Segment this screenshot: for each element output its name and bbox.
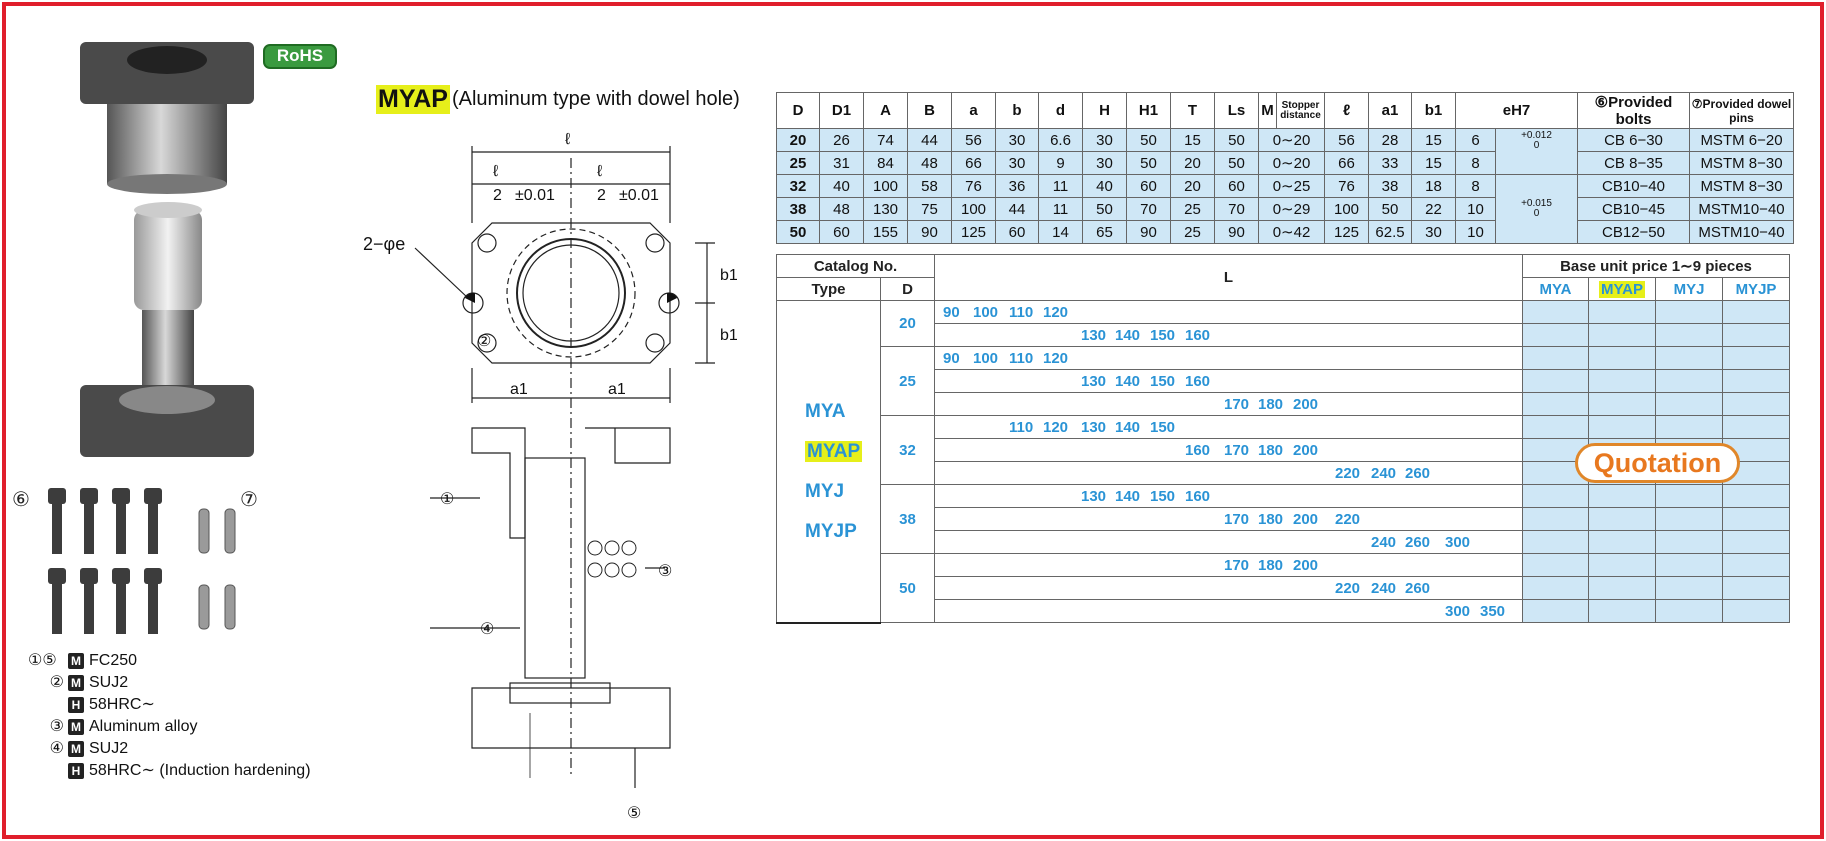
price-cell xyxy=(1523,393,1589,416)
l-value: 110 xyxy=(1009,419,1034,436)
price-cell xyxy=(1656,324,1723,347)
price-cell xyxy=(1589,393,1656,416)
price-cell xyxy=(1523,347,1589,370)
l-value: 220 xyxy=(1335,465,1361,482)
price-cell xyxy=(1656,577,1723,600)
price-cell xyxy=(1656,416,1723,439)
l-value: 110 xyxy=(1009,304,1034,321)
price-cell xyxy=(1656,301,1723,324)
l-value: 240 xyxy=(1371,465,1397,482)
price-cell xyxy=(1656,347,1723,370)
l-value: 260 xyxy=(1405,465,1431,482)
type-myj: MYJ xyxy=(805,481,845,502)
price-cell xyxy=(1523,577,1589,600)
a1-right: a1 xyxy=(608,381,626,398)
l-value: 170 xyxy=(1224,557,1250,574)
product-code: MYAP xyxy=(378,84,448,113)
d-cell: 20 xyxy=(881,301,935,347)
l-values-cell xyxy=(935,508,1523,531)
price-table xyxy=(776,254,1790,624)
l-value: 160 xyxy=(1185,488,1211,505)
price-cell xyxy=(1656,370,1723,393)
callout-5: ⑤ xyxy=(627,805,642,822)
l-value: 200 xyxy=(1293,442,1319,459)
product-photo xyxy=(60,30,380,470)
l-value: 140 xyxy=(1115,373,1141,390)
price-cell xyxy=(1656,531,1723,554)
l-value: 160 xyxy=(1185,327,1211,344)
l-value: 120 xyxy=(1043,419,1069,436)
price-cell xyxy=(1656,393,1723,416)
spec-row: 20 26 74 44 56 30 6.6 30 50 15 50 0∼20 56 28 15 6 +0.012 0 CB 6−30 MSTM 6−20 xyxy=(777,129,1794,152)
price-row xyxy=(777,416,1790,439)
price-cell xyxy=(1589,416,1656,439)
b1-top: b1 xyxy=(720,267,738,284)
price-cell xyxy=(1523,370,1589,393)
material-row: ④ M SUJ2 xyxy=(49,740,129,757)
half-l-left: ℓ xyxy=(493,163,499,180)
price-cell xyxy=(1589,531,1656,554)
dim-l: ℓ xyxy=(565,131,571,148)
l-value: 130 xyxy=(1081,373,1107,390)
material-row: ③ M Aluminum alloy xyxy=(49,718,198,735)
l-value: 140 xyxy=(1115,327,1141,344)
price-row xyxy=(777,301,1790,324)
d-cell: 32 xyxy=(881,416,935,485)
tolerance-2: +0.015 0 xyxy=(1496,175,1578,244)
price-cell xyxy=(1723,393,1790,416)
callout-1: ① xyxy=(440,491,455,508)
price-cell xyxy=(1589,301,1656,324)
l-values-cell xyxy=(935,439,1523,462)
price-cell xyxy=(1589,370,1656,393)
price-cell xyxy=(1723,416,1790,439)
l-value: 220 xyxy=(1335,511,1361,528)
l-value: 100 xyxy=(973,304,999,321)
price-cell xyxy=(1589,577,1656,600)
price-cell xyxy=(1523,508,1589,531)
spec-row: 25 31 84 48 66 30 9 30 50 20 50 0∼20 66 33 15 8 CB 8−35 MSTM 8−30 xyxy=(777,152,1794,175)
l-values-cell xyxy=(935,393,1523,416)
l-value: 150 xyxy=(1150,488,1176,505)
l-value: 130 xyxy=(1081,327,1107,344)
l-values-cell xyxy=(935,600,1523,623)
price-cell xyxy=(1723,531,1790,554)
l-value: 140 xyxy=(1115,419,1141,436)
l-value: 350 xyxy=(1480,603,1506,620)
l-value: 150 xyxy=(1150,373,1176,390)
material-row: ①⑤ M FC250 xyxy=(28,652,138,669)
technical-drawing xyxy=(355,118,775,838)
price-cell xyxy=(1523,554,1589,577)
d-cell: 38 xyxy=(881,485,935,554)
col-myap: MYAP xyxy=(1589,278,1656,301)
price-cell xyxy=(1656,554,1723,577)
material-row: ② M SUJ2 xyxy=(49,674,129,691)
l-values-cell xyxy=(935,462,1523,485)
l-value: 170 xyxy=(1224,442,1250,459)
l-values-cell xyxy=(935,347,1523,370)
product-title xyxy=(376,82,740,116)
price-cell xyxy=(1523,324,1589,347)
l-values-cell xyxy=(935,554,1523,577)
material-row: H 58HRC∼ (Induction hardening) xyxy=(28,760,311,782)
product-subtitle: (Aluminum type with dowel hole) xyxy=(451,87,740,110)
l-value: 160 xyxy=(1185,373,1211,390)
price-cell xyxy=(1523,301,1589,324)
l-values-cell xyxy=(935,485,1523,508)
type-myap: MYAP xyxy=(807,441,861,462)
material-row: H 58HRC∼ xyxy=(28,694,311,716)
l-value: 240 xyxy=(1371,580,1397,597)
l-value: 240 xyxy=(1371,534,1397,551)
half-l-left-tol: ±0.01 xyxy=(515,187,555,204)
l-value: 220 xyxy=(1335,580,1361,597)
price-cell xyxy=(1723,347,1790,370)
price-cell xyxy=(1589,554,1656,577)
material-list xyxy=(28,650,311,782)
col-myjp: MYJP xyxy=(1723,278,1790,301)
price-cell xyxy=(1589,508,1656,531)
pins-callout: ⑦ xyxy=(240,489,258,511)
price-cell xyxy=(1523,485,1589,508)
l-value: 180 xyxy=(1258,511,1284,528)
quotation-badge[interactable]: Quotation xyxy=(1575,443,1740,483)
price-cell xyxy=(1723,577,1790,600)
price-cell xyxy=(1589,347,1656,370)
a1-left: a1 xyxy=(510,381,528,398)
l-value: 140 xyxy=(1115,488,1141,505)
price-cell xyxy=(1523,416,1589,439)
l-values-cell xyxy=(935,324,1523,347)
l-value: 170 xyxy=(1224,511,1250,528)
half-l-right-den: 2 xyxy=(597,187,606,204)
l-value: 110 xyxy=(1009,350,1034,367)
callout-2: ② xyxy=(477,333,492,350)
l-value: 120 xyxy=(1043,350,1069,367)
price-cell xyxy=(1523,531,1589,554)
l-values-cell xyxy=(935,416,1523,439)
l-value: 90 xyxy=(943,304,960,321)
spec-row: 38 48 130 75 100 44 11 50 70 25 70 0∼29 100 50 22 10 CB10−45 MSTM10−40 xyxy=(777,198,1794,221)
l-value: 180 xyxy=(1258,557,1284,574)
price-cell xyxy=(1723,370,1790,393)
l-value: 200 xyxy=(1293,511,1319,528)
l-value: 180 xyxy=(1258,396,1284,413)
price-cell xyxy=(1523,600,1589,623)
price-cell xyxy=(1723,324,1790,347)
price-cell xyxy=(1656,600,1723,623)
rohs-badge: RoHS xyxy=(263,44,337,69)
price-cell xyxy=(1589,600,1656,623)
l-value: 170 xyxy=(1224,396,1250,413)
price-cell xyxy=(1723,485,1790,508)
spec-header-row: D D1 A B a b d H H1 T Ls M Stopper distance ℓ a1 b1 eH7 ⑥Provided bolts ⑦Provided dowel pins xyxy=(777,93,1794,129)
l-value: 260 xyxy=(1405,534,1431,551)
half-l-left-den: 2 xyxy=(493,187,502,204)
l-value: 150 xyxy=(1150,327,1176,344)
l-value: 180 xyxy=(1258,442,1284,459)
l-values-cell xyxy=(935,531,1523,554)
catalog-no-header: Catalog No. xyxy=(777,255,935,278)
b1-bottom: b1 xyxy=(720,327,738,344)
spec-row: 32 40 100 58 76 36 11 40 60 20 60 0∼25 76 38 18 8 +0.015 0 CB10−40 MSTM 8−30 xyxy=(777,175,1794,198)
col-mya: MYA xyxy=(1523,278,1589,301)
bolts-callout: ⑥ xyxy=(12,489,30,511)
type-header: Type xyxy=(777,278,881,301)
price-row xyxy=(777,485,1790,508)
l-value: 200 xyxy=(1293,557,1319,574)
l-value: 150 xyxy=(1150,419,1176,436)
l-value: 130 xyxy=(1081,488,1107,505)
price-cell xyxy=(1656,485,1723,508)
type-mya: MYA xyxy=(805,401,846,422)
type-list xyxy=(805,392,862,552)
col-myj: MYJ xyxy=(1656,278,1723,301)
l-value: 260 xyxy=(1405,580,1431,597)
l-header: L xyxy=(935,255,1523,301)
half-l-right-tol: ±0.01 xyxy=(619,187,659,204)
l-value: 90 xyxy=(943,350,960,367)
base-price-header: Base unit price 1∼9 pieces xyxy=(1523,255,1790,278)
price-row xyxy=(777,554,1790,577)
callout-4: ④ xyxy=(480,621,495,638)
hole-label: 2−φe xyxy=(363,234,406,254)
spec-table xyxy=(776,92,1794,244)
l-value: 120 xyxy=(1043,304,1069,321)
l-values-cell xyxy=(935,301,1523,324)
l-value: 200 xyxy=(1293,396,1319,413)
price-cell xyxy=(1723,554,1790,577)
d-cell: 25 xyxy=(881,347,935,416)
l-value: 300 xyxy=(1445,534,1471,551)
price-cell xyxy=(1723,301,1790,324)
price-row xyxy=(777,347,1790,370)
l-value: 300 xyxy=(1445,603,1471,620)
d-header: D xyxy=(881,278,935,301)
price-cell xyxy=(1723,508,1790,531)
price-cell xyxy=(1589,485,1656,508)
d-cell: 50 xyxy=(881,554,935,623)
price-cell xyxy=(1723,600,1790,623)
price-cell xyxy=(1589,324,1656,347)
l-value: 130 xyxy=(1081,419,1107,436)
l-value: 160 xyxy=(1185,442,1211,459)
dowel-pins-image xyxy=(195,505,245,635)
l-values-cell xyxy=(935,370,1523,393)
callout-3: ③ xyxy=(658,563,673,580)
tolerance-1: +0.012 0 xyxy=(1496,129,1578,175)
l-value: 100 xyxy=(973,350,999,367)
price-cell xyxy=(1656,508,1723,531)
l-values-cell xyxy=(935,577,1523,600)
spec-row: 50 60 155 90 125 60 14 65 90 25 90 0∼42 125 62.5 30 10 CB12−50 MSTM10−40 xyxy=(777,221,1794,244)
half-l-right: ℓ xyxy=(597,163,603,180)
type-myjp: MYJP xyxy=(805,521,857,542)
